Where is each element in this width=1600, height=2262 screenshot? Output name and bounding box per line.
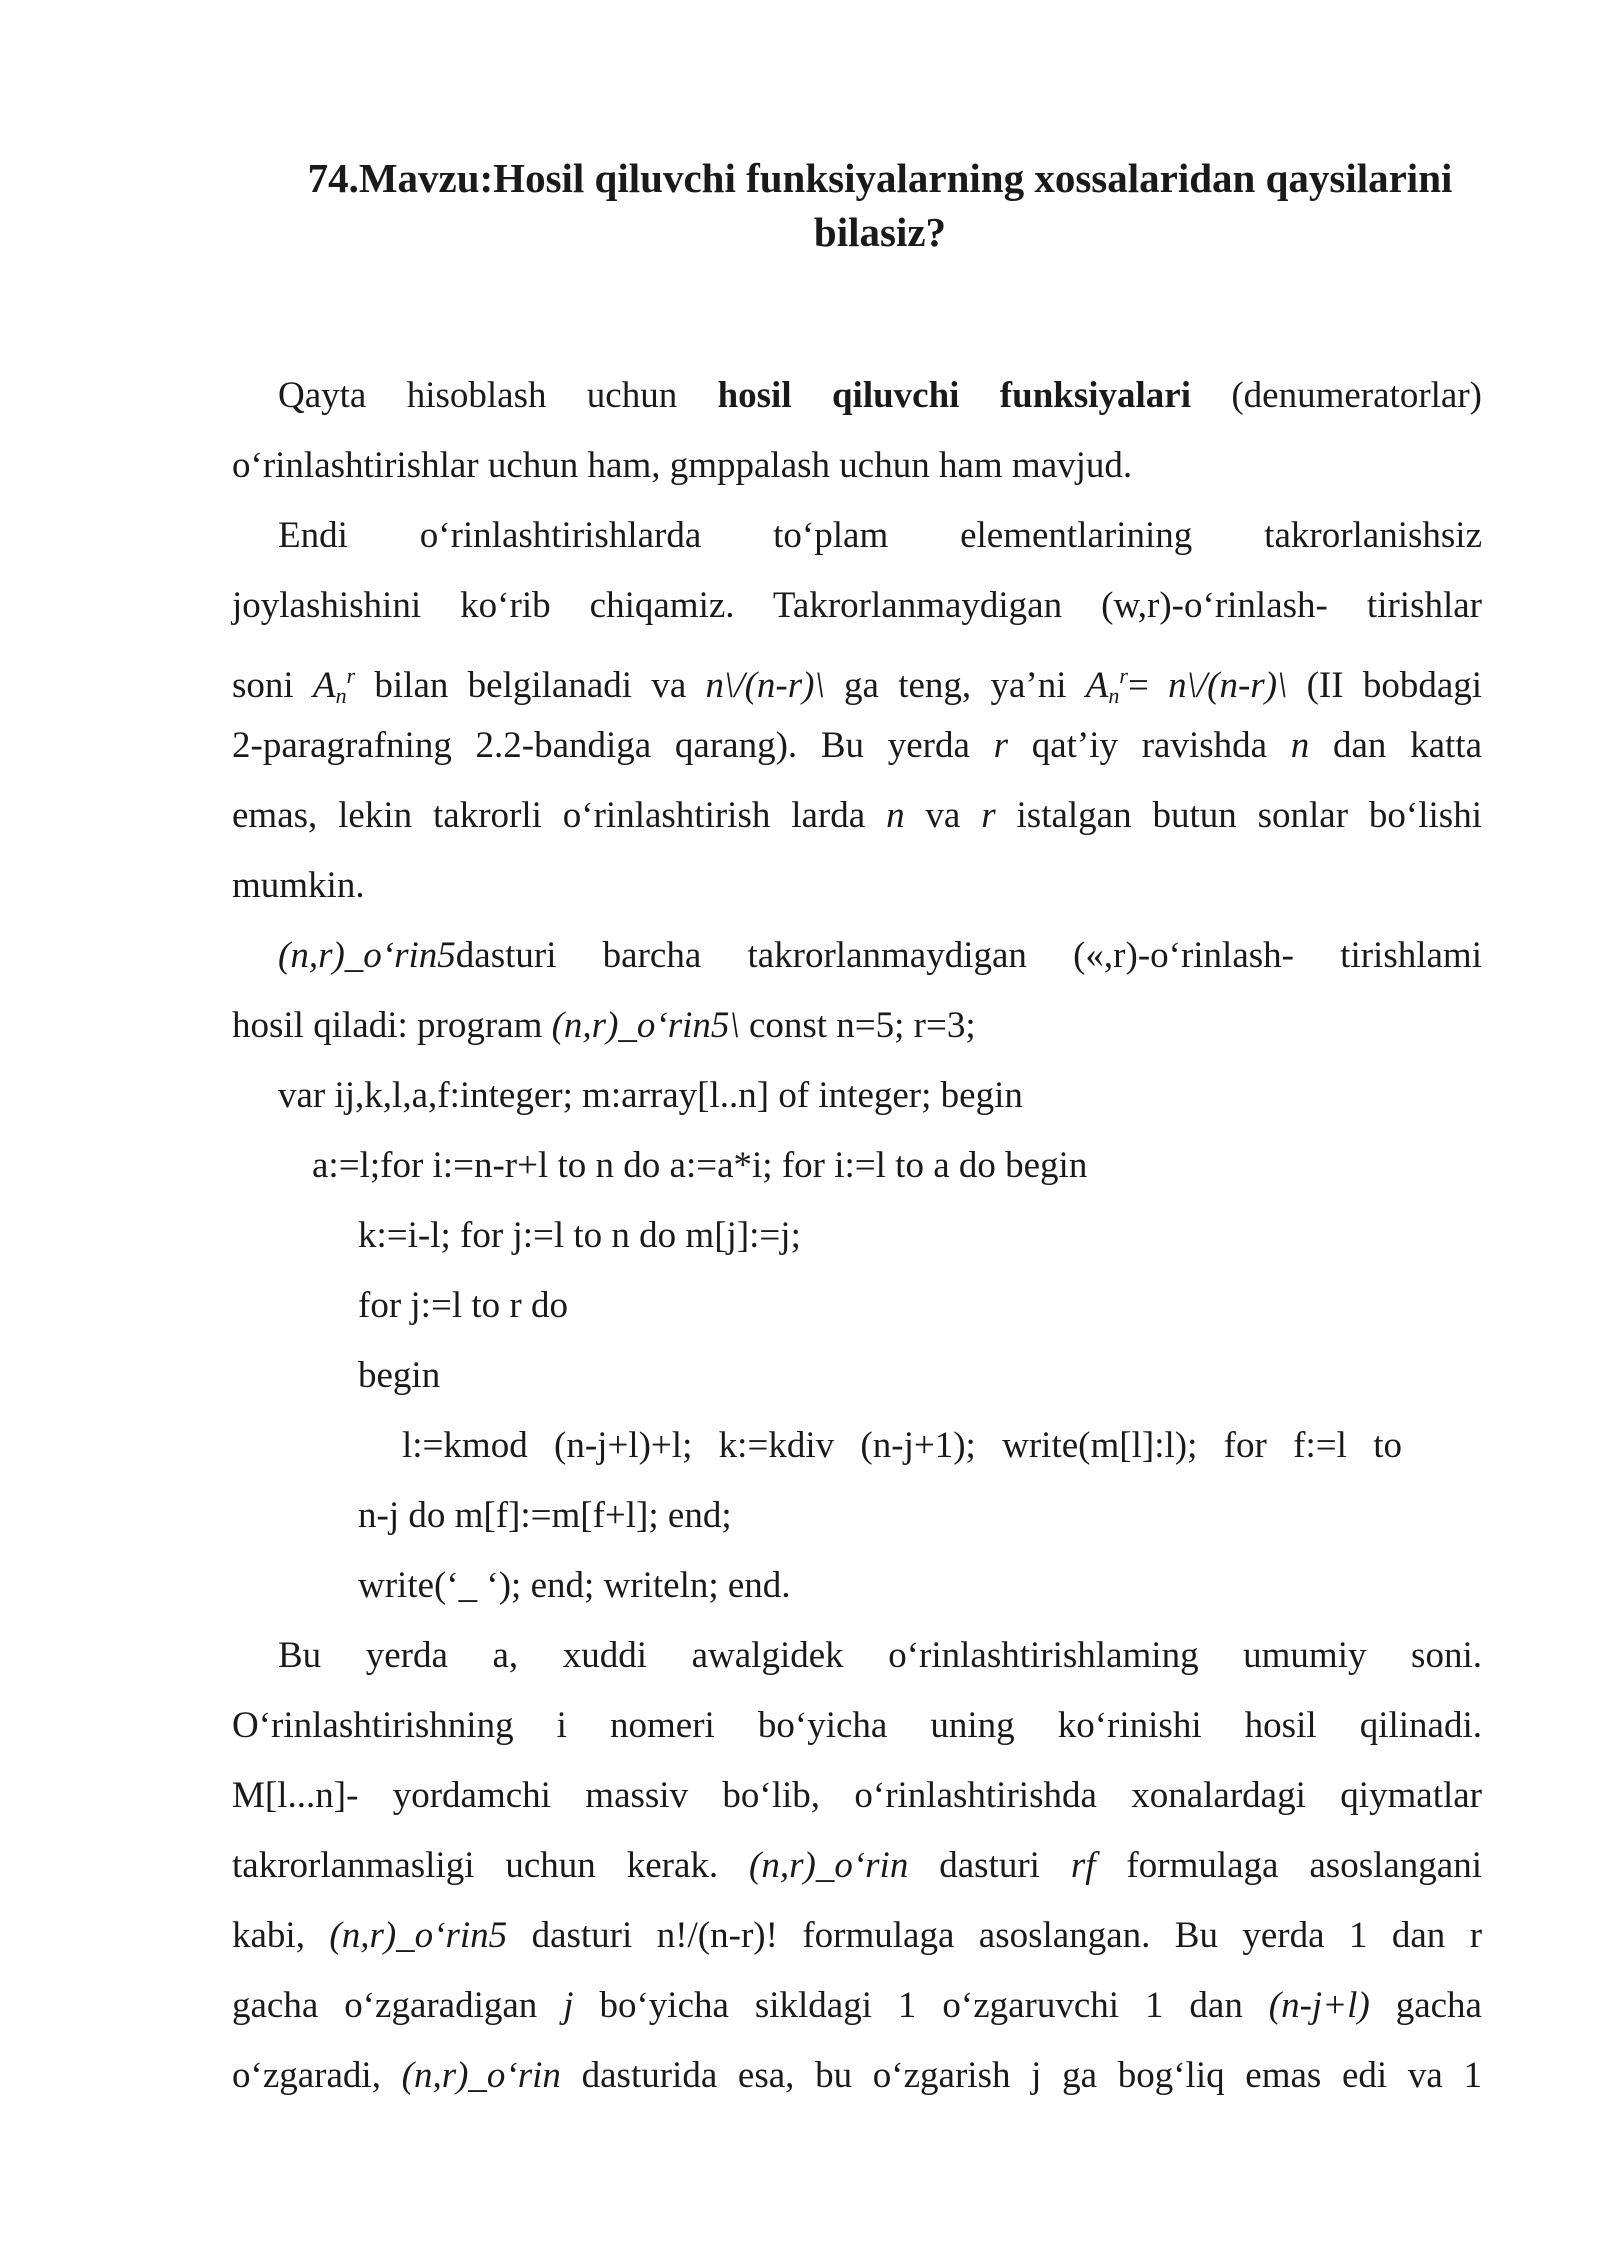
text-run: ga teng, ya’ni [824,665,1086,706]
math-symbol-a: A [1085,665,1109,706]
paragraph-2-line-4 [232,722,1482,770]
text-run: gacha [1369,1985,1482,2026]
paragraph-3-line-1 [278,932,1482,980]
math-subscript-n: n [335,683,347,708]
math-superscript-r: r [1119,663,1128,688]
text-run: bilan belgilanadi va [355,665,706,706]
text-run: dasturi n!/(n-r)! formulaga asoslangan. Bu yerda 1 dan r [507,1915,1483,1956]
paragraph-4-line-1: Bu yerda a, xuddi awalgidek o‘rinlashtirishlaming umumiy soni. [278,1635,1482,1676]
code-line-2: a:=l;for i:=n-r+l to n do a:=a*i; for i:=l to a do begin [312,1145,1088,1186]
title-line-2: bilasiz? [813,209,947,255]
text-run: emas, lekin takrorli o‘rinlashtirish larda [232,795,887,836]
code-line-7: n-j do m[f]:=m[f+l]; end; [358,1495,732,1536]
paragraph-4-line-4 [232,1842,1482,1890]
text-run: qat’iy ravishda [1008,725,1291,766]
math-formula: (n-j+l) [1268,1985,1370,2026]
paragraph-4-line-3: M[l...n]- yordamchi massiv bo‘lib, o‘rinlashtirishda xonalardagi qiymatlar [232,1775,1482,1816]
program-name: (n,r)_o‘rin [749,1845,909,1886]
math-symbol-a: A [312,665,336,706]
text-run: o‘zgaradi, [232,2055,402,2096]
paragraph-2-line-6: mumkin. [232,865,365,906]
text-run: istalgan butun sonlar bo‘lishi [995,795,1482,836]
text-run: dasturi barcha takrorlanmaydigan («,r)-o‘rinlash- tirishlami [455,935,1482,976]
math-subscript-n: n [1108,683,1120,708]
text-run: takrorlanmasligi uchun kerak. [232,1845,750,1886]
text-run: = [1127,665,1169,706]
math-formula: n\/(n-r)\ [1168,665,1288,706]
paragraph-2-line-5 [232,792,1482,840]
text-run: dan katta [1309,725,1482,766]
code-line-1: var ij,k,l,a,f:integer; m:array[l..n] of integer; begin [278,1075,1023,1116]
paragraph-4-line-6 [232,1982,1482,2030]
code-line-8: write(‘_ ‘); end; writeln; end. [358,1565,791,1606]
math-variable: r [993,725,1009,766]
paragraph-4-line-2: O‘rinlashtirishning i nomeri bo‘yicha uning ko‘rinishi hosil qilinadi. [232,1705,1482,1746]
math-superscript-r: r [346,663,356,688]
math-variable: j [563,1985,574,2026]
program-name: (n,r)_o‘rin5 [278,935,456,976]
code-line-5: begin [358,1355,441,1396]
math-formula: n\/(n-r)\ [705,665,825,706]
text-run: (denumeratorlar) [1191,375,1482,416]
text-run: (II bobdagi [1287,665,1483,706]
text-run: hosil qiladi: program [232,1005,552,1046]
code-line-3: k:=i-l; for j:=l to n do m[j]:=j; [358,1215,801,1256]
text-run: va [904,795,982,836]
paragraph-4-line-5 [232,1912,1482,1960]
code-line-4: for j:=l to r do [358,1285,568,1326]
text-run: Qayta hisoblash uchun [278,375,718,416]
math-variable: n [1290,725,1310,766]
paragraph-2-line-2: joylashishini ko‘rib chiqamiz. Takrorlanmaydigan (w,r)-o‘rinlash- tirishlar [232,585,1482,626]
title-line-1: 74.Mavzu:Hosil qiluvchi funksiyalarning xossalaridan qaysilarini [307,155,1453,201]
text-run: formulaga asoslangani [1095,1845,1483,1886]
program-name: (n,r)_o‘rin5\ [551,1005,740,1046]
paragraph-1-line-1 [278,372,1482,420]
text-run: const n=5; r=3; [739,1005,976,1046]
text-run: 2-paragrafning 2.2-bandiga qarang). Bu yerda [232,725,994,766]
bold-term: hosil qiluvchi funksiyalari [717,375,1192,416]
paragraph-2-line-1: Endi o‘rinlashtirishlarda to‘plam elementlarining takrorlanishsiz [278,515,1482,556]
paragraph-1-line-2: o‘rinlashtirishlar uchun ham, gmppalash uchun ham mavjud. [232,445,1133,486]
program-name: (n,r)_o‘rin5 [329,1915,508,1956]
text-run: soni [232,665,313,706]
code-line-6: l:=kmod (n-j+l)+l; k:=kdiv (n-j+1); write(m[l]:l); for f:=l to [402,1425,1402,1466]
paragraph-4-line-7 [232,2052,1482,2100]
text-run: dasturida esa, bu o‘zgarish j ga bog‘liq emas edi va 1 [560,2055,1483,2096]
program-name: (n,r)_o‘rin [401,2055,561,2096]
math-variable: r [981,795,996,836]
text-run: bo‘yicha sikldagi 1 o‘zgaruvchi 1 dan [573,1985,1269,2026]
text-run: kabi, [232,1915,330,1956]
paragraph-3-line-2 [232,1002,1482,1050]
paragraph-2-line-3 [232,652,1482,720]
math-variable: n [886,795,905,836]
text-run: gacha o‘zgaradigan [232,1985,564,2026]
text-run: dasturi [908,1845,1071,1886]
math-formula: rf [1070,1845,1096,1886]
